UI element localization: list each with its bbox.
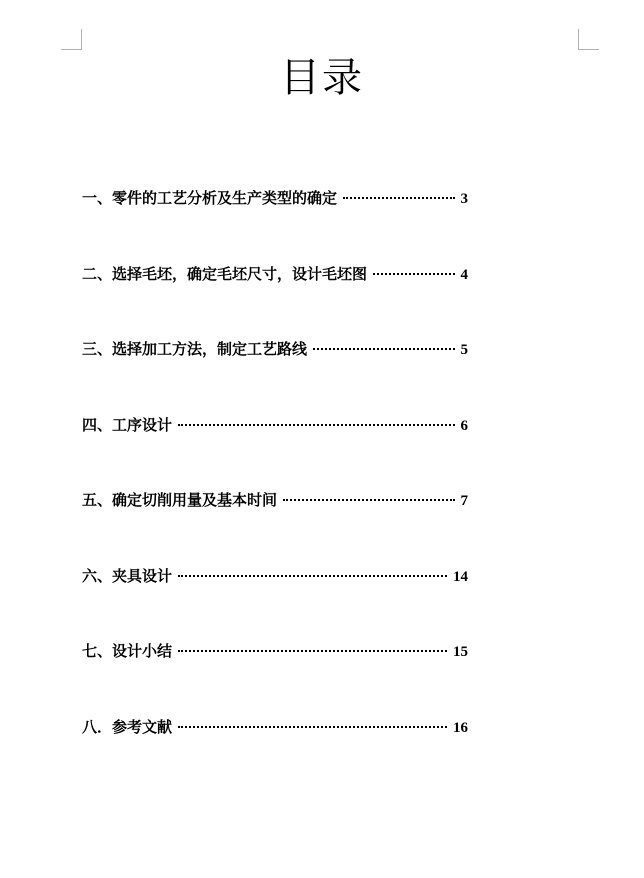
- toc-dot-leader: [178, 424, 454, 426]
- toc-dot-leader: [178, 575, 447, 577]
- toc-entry-3[interactable]: [82, 337, 468, 413]
- toc-entry-page: 6: [460, 417, 468, 434]
- toc-entry-8[interactable]: [82, 715, 468, 791]
- toc-entry-label: 五、确定切削用量及基本时间: [82, 491, 278, 509]
- toc-entry-1[interactable]: [82, 186, 468, 262]
- toc-entry-page: 3: [460, 191, 468, 207]
- toc-entry-page: 15: [453, 644, 468, 660]
- toc-dot-leader: [373, 273, 454, 275]
- toc-entry-page: 5: [460, 342, 468, 358]
- toc-dot-leader: [283, 499, 454, 501]
- crop-mark-top-right: [578, 29, 599, 50]
- toc-entry-page: 7: [460, 493, 468, 509]
- toc-entry-label: 二、选择毛坯，确定毛坯尺寸，设计毛坯图: [82, 264, 368, 283]
- table-of-contents: [82, 186, 468, 790]
- toc-entry-page: 4: [460, 266, 468, 283]
- toc-entry-label: 四、工序设计: [82, 415, 173, 434]
- toc-dot-leader: [343, 197, 454, 199]
- toc-entry-label: 六、夹具设计: [82, 566, 173, 585]
- toc-entry-2[interactable]: [82, 262, 468, 338]
- crop-mark-top-left: [61, 29, 82, 50]
- toc-entry-6[interactable]: [82, 564, 468, 640]
- toc-entry-label: 七、设计小结: [82, 642, 173, 660]
- page-title: 目录: [280, 55, 364, 101]
- toc-dot-leader: [313, 348, 454, 350]
- toc-entry-7[interactable]: [82, 639, 468, 715]
- toc-entry-5[interactable]: [82, 488, 468, 564]
- toc-dot-leader: [178, 650, 447, 652]
- toc-dot-leader: [178, 726, 447, 728]
- toc-entry-label: 一、零件的工艺分析及生产类型的确定: [82, 189, 338, 207]
- toc-entry-page: 16: [453, 719, 468, 736]
- toc-entry-label: 八．参考文献: [82, 717, 173, 736]
- toc-entry-label: 三、选择加工方法，制定工艺路线: [82, 340, 308, 358]
- toc-entry-page: 14: [453, 568, 468, 585]
- toc-entry-4[interactable]: [82, 413, 468, 489]
